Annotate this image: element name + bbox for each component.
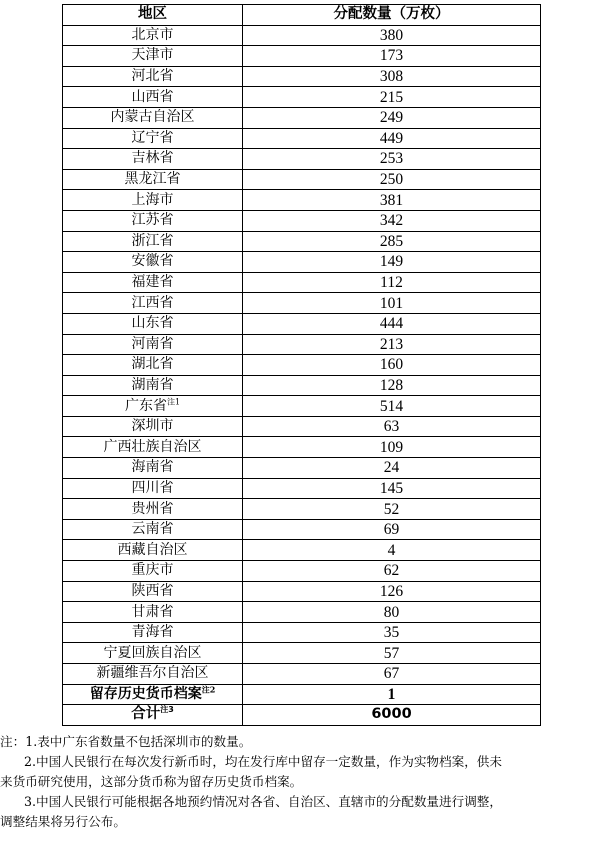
table-row: [63, 66, 541, 87]
region-cell: [63, 561, 243, 582]
region-name: 广东省: [124, 397, 167, 414]
footnote-1-text: 1.表中广东省数量不包括深圳市的数量。: [25, 734, 252, 749]
quantity-cell: 514: [243, 396, 541, 417]
region-cell: [63, 25, 243, 46]
region-name: 重庆市: [131, 562, 174, 579]
quantity-cell: 342: [243, 210, 541, 231]
footnote-3-text-line1: 3.中国人民银行可能根据各地预约情况对各省、自治区、直辖市的分配数量进行调整，: [24, 794, 502, 809]
table-row: [63, 540, 541, 561]
region-name: 新疆维吾尔自治区: [96, 665, 209, 682]
region-name: 北京市: [131, 26, 174, 43]
region-name: 湖北省: [131, 356, 174, 373]
quantity-cell: 215: [243, 87, 541, 108]
region-cell: [63, 293, 243, 314]
quantity-cell: 381: [243, 190, 541, 211]
table-row: [63, 293, 541, 314]
quantity-cell: 67: [243, 664, 541, 685]
region-name: 山东省: [131, 315, 174, 332]
quantity-cell: 6000: [243, 705, 541, 726]
quantity-cell: 69: [243, 519, 541, 540]
table-row: [63, 499, 541, 520]
table-row: [63, 602, 541, 623]
region-cell: [63, 705, 243, 726]
table-row: [63, 25, 541, 46]
quantity-cell: 57: [243, 643, 541, 664]
quantity-cell: 308: [243, 66, 541, 87]
region-name: 留存历史货币档案: [89, 685, 202, 702]
region-name: 贵州省: [131, 500, 174, 517]
region-cell: [63, 313, 243, 334]
table-row: [63, 334, 541, 355]
region-name: 河南省: [131, 335, 174, 352]
table-row: [63, 169, 541, 190]
quantity-cell: 24: [243, 458, 541, 479]
region-name: 辽宁省: [131, 129, 174, 146]
table-row: [63, 210, 541, 231]
footnote-marker: 注1: [166, 396, 181, 406]
region-cell: [63, 396, 243, 417]
region-cell: [63, 210, 243, 231]
region-cell: [63, 87, 243, 108]
region-name: 海南省: [131, 459, 174, 476]
region-name: 安徽省: [131, 253, 174, 270]
region-cell: [63, 375, 243, 396]
total-row: [63, 705, 541, 726]
region-name: 内蒙古自治区: [110, 109, 195, 126]
region-cell: [63, 519, 243, 540]
region-name: 山西省: [131, 88, 174, 105]
quantity-cell: 63: [243, 416, 541, 437]
table-row: [63, 416, 541, 437]
region-name: 云南省: [131, 521, 174, 538]
footnote-1: [0, 732, 600, 752]
region-cell: [63, 602, 243, 623]
quantity-cell: 80: [243, 602, 541, 623]
region-cell: [63, 581, 243, 602]
table-row: [63, 684, 541, 705]
region-name: 黑龙江省: [124, 171, 181, 188]
region-cell: [63, 684, 243, 705]
region-name: 江苏省: [131, 212, 174, 229]
table-row: [63, 272, 541, 293]
region-cell: [63, 149, 243, 170]
table-row: [63, 107, 541, 128]
region-name: 深圳市: [131, 418, 174, 435]
quantity-cell: 250: [243, 169, 541, 190]
region-cell: [63, 437, 243, 458]
quantity-cell: 52: [243, 499, 541, 520]
region-name: 合计: [131, 706, 161, 723]
table-row: [63, 561, 541, 582]
table-row: [63, 664, 541, 685]
table-row: [63, 231, 541, 252]
table-row: [63, 46, 541, 67]
region-cell: [63, 128, 243, 149]
quantity-cell: 173: [243, 46, 541, 67]
region-cell: [63, 622, 243, 643]
region-cell: [63, 231, 243, 252]
table-row: [63, 355, 541, 376]
region-name: 河北省: [131, 68, 174, 85]
region-name: 广西壮族自治区: [103, 438, 202, 455]
table-row: [63, 375, 541, 396]
region-cell: [63, 643, 243, 664]
region-cell: [63, 252, 243, 273]
footnote-marker: 注2: [201, 684, 216, 695]
footnote-2-text-line1: 2.中国人民银行在每次发行新币时，均在发行库中留存一定数量，作为实物档案，供未: [24, 754, 502, 769]
region-name: 四川省: [131, 479, 174, 496]
table-row: [63, 622, 541, 643]
table-row: [63, 252, 541, 273]
footnote-2-cont: [0, 772, 600, 792]
footnotes: [0, 732, 600, 832]
allocation-table: [62, 4, 541, 726]
quantity-cell: 249: [243, 107, 541, 128]
quantity-cell: 1: [243, 684, 541, 705]
region-cell: [63, 107, 243, 128]
region-name: 天津市: [131, 47, 174, 64]
quantity-cell: 145: [243, 478, 541, 499]
region-name: 江西省: [131, 294, 174, 311]
quantity-cell: 112: [243, 272, 541, 293]
region-cell: [63, 355, 243, 376]
region-name: 上海市: [131, 191, 174, 208]
region-cell: [63, 190, 243, 211]
region-name: 陕西省: [131, 582, 174, 599]
region-name: 福建省: [131, 274, 174, 291]
footnote-3-cont: [0, 812, 600, 832]
table-row: [63, 437, 541, 458]
region-cell: [63, 66, 243, 87]
quantity-cell: 285: [243, 231, 541, 252]
region-cell: [63, 169, 243, 190]
region-name: 吉林省: [131, 150, 174, 167]
region-name: 宁夏回族自治区: [103, 644, 202, 661]
quantity-cell: 4: [243, 540, 541, 561]
region-name: 甘肃省: [131, 603, 174, 620]
table-row: [63, 519, 541, 540]
quantity-cell: 449: [243, 128, 541, 149]
region-name: 青海省: [131, 624, 174, 641]
region-cell: [63, 334, 243, 355]
region-cell: [63, 499, 243, 520]
table-row: [63, 87, 541, 108]
quantity-cell: 253: [243, 149, 541, 170]
region-cell: [63, 46, 243, 67]
footnote-2: [0, 752, 600, 772]
footnote-3: [0, 792, 600, 812]
region-cell: [63, 272, 243, 293]
footnote-2-text-line2: 来货币研究使用，这部分货币称为留存历史货币档案。: [0, 774, 303, 789]
table-row: [63, 643, 541, 664]
table-header-row: [63, 5, 541, 26]
quantity-cell: 444: [243, 313, 541, 334]
quantity-cell: 126: [243, 581, 541, 602]
region-cell: [63, 416, 243, 437]
quantity-cell: 101: [243, 293, 541, 314]
header-region: 地区: [63, 5, 243, 26]
quantity-cell: 380: [243, 25, 541, 46]
table-row: [63, 458, 541, 479]
quantity-cell: 62: [243, 561, 541, 582]
region-name: 湖南省: [131, 376, 174, 393]
table-row: [63, 581, 541, 602]
table-row: [63, 190, 541, 211]
quantity-cell: 149: [243, 252, 541, 273]
table-row: [63, 128, 541, 149]
footnote-marker: 注3: [160, 705, 174, 715]
quantity-cell: 160: [243, 355, 541, 376]
region-cell: [63, 664, 243, 685]
table-row: [63, 149, 541, 170]
region-cell: [63, 478, 243, 499]
region-cell: [63, 540, 243, 561]
footnote-label: 注：: [0, 734, 26, 749]
region-name: 西藏自治区: [117, 541, 188, 558]
region-name: 浙江省: [131, 232, 174, 249]
quantity-cell: 109: [243, 437, 541, 458]
table-row: [63, 313, 541, 334]
quantity-cell: 128: [243, 375, 541, 396]
region-cell: [63, 458, 243, 479]
table-row: [63, 396, 541, 417]
quantity-cell: 213: [243, 334, 541, 355]
footnote-3-text-line2: 调整结果将另行公布。: [0, 814, 126, 829]
header-quantity: 分配数量（万枚）: [243, 5, 541, 26]
quantity-cell: 35: [243, 622, 541, 643]
table-row: [63, 478, 541, 499]
